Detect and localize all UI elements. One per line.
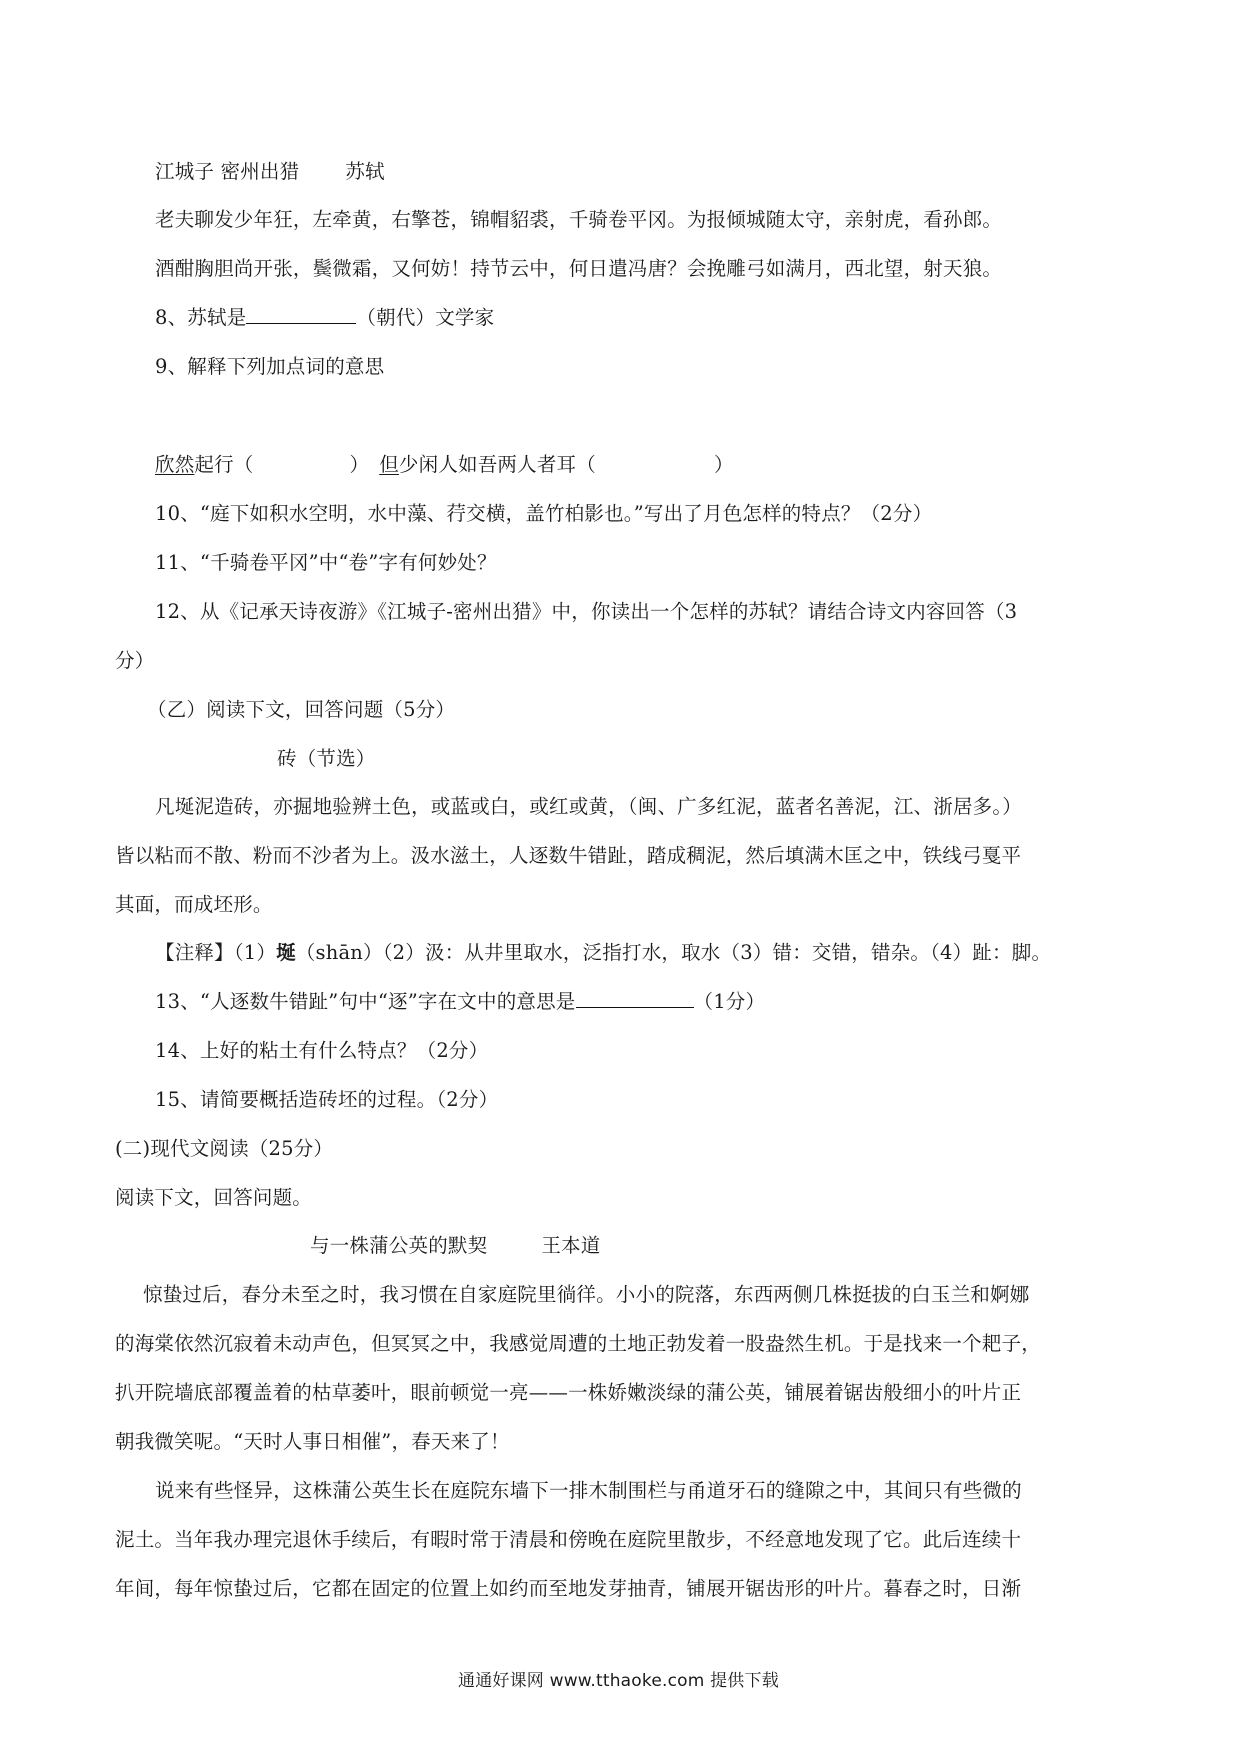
essay-author: 王本道: [541, 1234, 601, 1257]
essay-para-1-line-4: 朝我微笑呢。“天时人事日相催”，春天来了！: [115, 1430, 510, 1453]
question-13-suffix: （1分）: [693, 990, 766, 1013]
poem-line-2: 酒酣胸胆尚开张，鬓微霜，又何妨！持节云中，何日遣冯唐？会挽雕弓如满月，西北望，射天狼。: [155, 257, 1003, 280]
section-b-para-line-1: 凡埏泥造砖，亦掘地验辨土色，或蓝或白，或红或黄，（闽、广多红泥，蓝者名善泥，江、浙居多。）: [155, 795, 1023, 818]
essay-para-1-line-2: 的海棠依然沉寂着未动声色，但冥冥之中，我感觉周遭的土地正勃发着一股盎然生机。于是找来一个耙子，: [115, 1332, 1041, 1355]
notes-word: 埏: [276, 941, 296, 964]
dotted-word-1: 欣然: [155, 453, 195, 476]
poem-author: 苏轼: [345, 160, 385, 183]
poem-title: 江城子 密州出猎: [155, 160, 300, 183]
item-2-text: 少闲人如吾两人者耳（: [398, 453, 596, 476]
section-b-title: 砖（节选）: [277, 747, 376, 770]
section-2-heading: (二)现代文阅读（25分）: [115, 1137, 334, 1160]
item-1-text: 起行（: [194, 453, 254, 476]
page-footer: 通通好课网 www.tthaoke.com 提供下载: [458, 1671, 779, 1691]
essay-para-2-line-1: 说来有些怪异，这株蒲公英生长在庭院东墙下一排木制围栏与甬道牙石的缝隙之中，其间只有些微的: [155, 1479, 1022, 1502]
question-8: [155, 304, 494, 332]
question-8-text: 8、苏轼是: [155, 306, 247, 329]
essay-para-2-line-2: 泥土。当年我办理完退休手续后，有暇时常于清晨和傍晚在庭院里散步，不经意地发现了它。此后连续十: [115, 1528, 1022, 1551]
section-b-notes: [155, 939, 1051, 967]
section-b-para-line-2: 皆以粘而不散、粉而不沙者为上。汲水滋土，人逐数牛错趾，踏成稠泥，然后填满木匡之中，铁线弓戛平: [115, 844, 1022, 867]
question-12-line-1: 12、从《记承天诗夜游》《江城子-密州出猎》中，你读出一个怎样的苏轼？请结合诗文内容回答（3: [155, 600, 1018, 623]
essay-para-1-line-1: 惊蛰过后，春分未至之时，我习惯在自家庭院里徜徉。小小的院落，东西两侧几株挺拔的白玉兰和婀娜: [143, 1283, 1030, 1306]
section-b-para-line-3: 其面，而成坯形。: [115, 893, 273, 916]
essay-para-1-line-3: 扒开院墙底部覆盖着的枯草萎叶，眼前顿觉一亮——一株娇嫩淡绿的蒲公英，铺展着锯齿般细小的叶片正: [115, 1381, 1022, 1404]
poem-heading: [155, 158, 385, 186]
question-12-line-2: 分）: [115, 649, 155, 672]
answer-blank[interactable]: [576, 989, 694, 1008]
section-b-heading: （乙）阅读下文，回答问题（5分）: [147, 698, 456, 721]
section-2-instruction: 阅读下文，回答问题。: [115, 1186, 313, 1209]
essay-title: 与一株蒲公英的默契: [310, 1234, 488, 1257]
question-15: 15、请简要概括造砖坯的过程。（2分）: [155, 1088, 499, 1111]
question-14: 14、上好的粘土有什么特点？（2分）: [155, 1039, 489, 1062]
question-8-suffix: （朝代）文学家: [356, 306, 495, 329]
question-9: 9、解释下列加点词的意思: [155, 355, 385, 378]
notes-text: （shān）（2）汲：从井里取水，泛指打水，取水（3）错：交错，错杂。（4）趾：脚。: [295, 941, 1052, 964]
dotted-word-2: 但: [379, 453, 399, 476]
question-11: 11、“千骑卷平冈”中“卷”字有何妙处？: [155, 551, 497, 574]
item-1-close: ）: [349, 453, 370, 476]
question-13: [155, 988, 765, 1016]
essay-heading: [310, 1232, 600, 1260]
question-13-text: 13、“人逐数牛错趾”句中“逐”字在文中的意思是: [155, 990, 576, 1013]
answer-blank[interactable]: [246, 305, 356, 324]
notes-number: （1）: [233, 941, 277, 964]
item-2-close: ）: [713, 453, 734, 476]
notes-label: 【注释】: [155, 941, 234, 964]
question-9-items: [155, 451, 734, 479]
question-10: 10、“庭下如积水空明，水中藻、荇交横，盖竹柏影也。”写出了月色怎样的特点？（2分）: [155, 502, 933, 525]
poem-line-1: 老夫聊发少年狂，左牵黄，右擎苍，锦帽貂裘，千骑卷平冈。为报倾城随太守，亲射虎，看孙郎。: [155, 208, 1003, 231]
essay-para-2-line-3: 年间，每年惊蛰过后，它都在固定的位置上如约而至地发芽抽青，铺展开锯齿形的叶片。暮春之时，日渐: [115, 1577, 1022, 1600]
